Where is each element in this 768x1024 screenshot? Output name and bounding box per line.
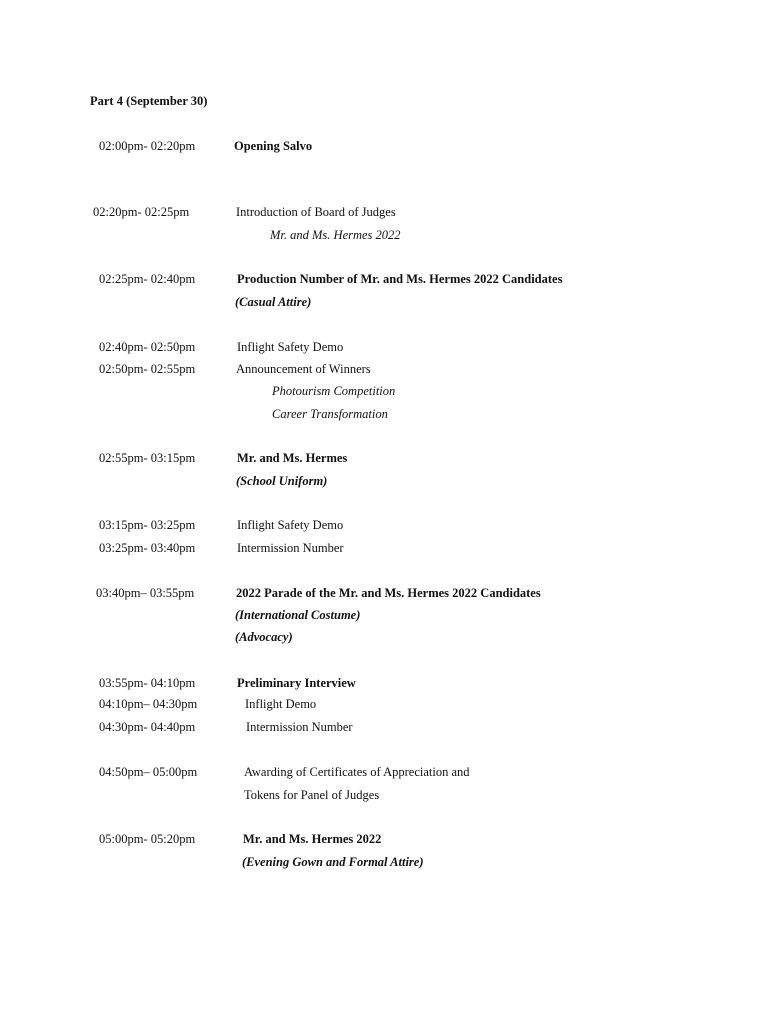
schedule-title: Intermission Number [237,541,344,555]
schedule-subtitle: (School Uniform) [236,474,328,488]
schedule-title: Inflight Demo [245,697,317,711]
schedule-time: 04:50pm– 05:00pm [99,765,198,779]
schedule-time: 03:15pm- 03:25pm [99,518,196,532]
schedule-title: Mr. and Ms. Hermes 2022 [243,832,382,846]
schedule-title: Preliminary Interview [237,676,356,690]
schedule-time: 04:30pm- 04:40pm [99,720,196,734]
schedule-time: 02:20pm- 02:25pm [93,205,190,219]
schedule-title: Announcement of Winners [236,362,371,376]
schedule-title: Intermission Number [246,720,353,734]
schedule-subtitle: (Advocacy) [235,630,293,644]
schedule-subtitle: (Casual Attire) [235,295,312,309]
schedule-title: Inflight Safety Demo [237,518,344,532]
schedule-time: 04:10pm– 04:30pm [99,697,198,711]
schedule-title: Introduction of Board of Judges [236,205,396,219]
schedule-time: 02:25pm- 02:40pm [99,272,196,286]
schedule-time: 03:55pm- 04:10pm [99,676,196,690]
schedule-time: 03:40pm– 03:55pm [96,586,195,600]
schedule-time: 02:55pm- 03:15pm [99,451,196,465]
schedule-title: Awarding of Certificates of Appreciation and [244,765,470,779]
schedule-title: 2022 Parade of the Mr. and Ms. Hermes 2022 Candidates [236,586,541,600]
schedule-time: 02:00pm- 02:20pm [99,139,196,153]
part-heading: Part 4 (September 30) [90,94,208,108]
schedule-subtitle: (Evening Gown and Formal Attire) [242,855,424,869]
schedule-title: Inflight Safety Demo [237,340,344,354]
schedule-title: Mr. and Ms. Hermes [237,451,348,465]
schedule-time: 05:00pm- 05:20pm [99,832,196,846]
schedule-title: Opening Salvo [234,139,313,153]
schedule-subtitle: Photourism Competition [272,384,396,398]
schedule-subtitle: (International Costume) [235,608,361,622]
schedule-subtitle: Mr. and Ms. Hermes 2022 [270,228,401,242]
schedule-time: 02:40pm- 02:50pm [99,340,196,354]
schedule-subtitle: Tokens for Panel of Judges [244,788,380,802]
schedule-subtitle: Career Transformation [272,407,388,421]
schedule-time: 02:50pm- 02:55pm [99,362,196,376]
schedule-time: 03:25pm- 03:40pm [99,541,196,555]
schedule-title: Production Number of Mr. and Ms. Hermes 2022 Candidates [237,272,563,286]
